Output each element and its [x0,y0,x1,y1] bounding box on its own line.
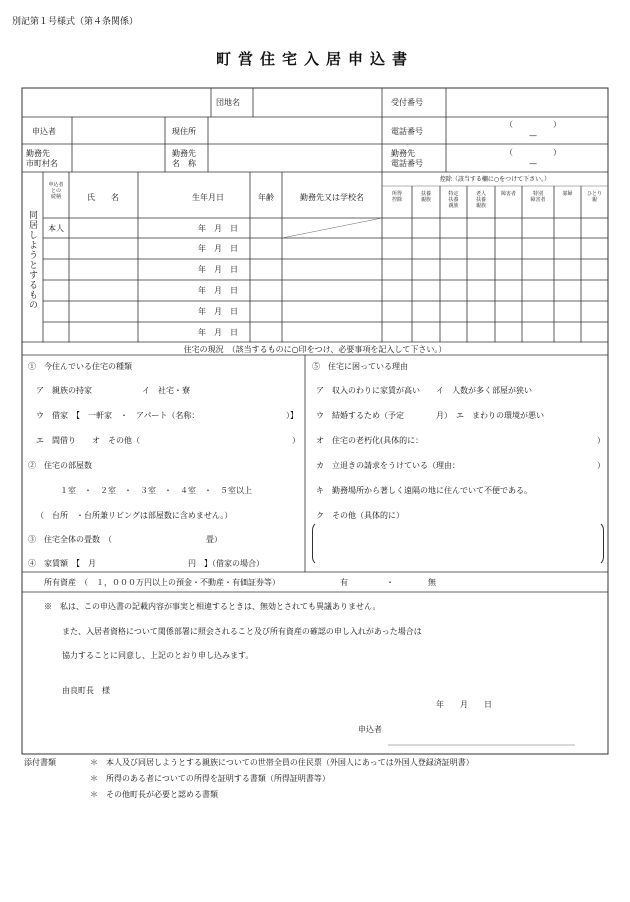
q4-title: ④ 家賃額 【 月 [28,559,96,568]
member-name-input-5[interactable] [71,325,135,340]
member-dob-2[interactable]: 年 月 日 [198,265,238,274]
members-side-label: 同居しようとするもの [27,210,37,310]
declaration-line-1: ※ 私は、この申込書の記載内容が事実と相違するときは、無効とされても異議ありません。 [44,602,381,611]
member-name-input-4[interactable] [71,304,135,319]
applicant-label: 申込者 [32,127,56,136]
workplace-city-label: 勤務先 市町村名 [26,149,58,168]
member-name-input-3[interactable] [71,283,135,298]
reason-o-end: ） [597,436,605,445]
self-relation: 本人 [48,224,64,233]
room-count-options[interactable]: １室 ・ ２室 ・ ３室 ・ ４室 ・ ５室以上 [60,486,252,495]
work-header: 勤務先又は学校名 [300,193,364,202]
q2-title: ② 住宅の部屋数 [28,461,92,470]
deduction-header: 控除（該当する欄に○をつけて下さい。） [439,176,551,183]
member-dob-5[interactable]: 年 月 日 [198,328,238,337]
deduction-col-3: 老人 扶養 親族 [475,191,487,209]
assets-no[interactable]: 無 [428,578,436,587]
current-address-input[interactable] [212,120,378,142]
deduction-col-1: 扶養 親族 [420,191,432,203]
workplace-city-input[interactable] [75,147,162,169]
q1-title: ① 今住んでいる住宅の種類 [28,362,132,371]
q1-option-i[interactable]: イ 社宅・寮 [142,386,190,395]
form-code: 別記第１号様式（第４条関係） [12,17,139,27]
member-dob-4[interactable]: 年 月 日 [198,307,238,316]
deduction-col-2: 特定 扶養 親族 [448,191,459,209]
declaration-line-2: また、入居者資格について関係部署に照会されること及び所有資産の確認の申し入れがあった場合は [62,627,422,636]
declaration-line-3: 協力することに同意し、上記のとおり申し込みます。 [62,651,254,660]
member-name-input-0[interactable] [71,221,135,236]
workplace-phone-placeholder[interactable]: （ ） — [505,148,561,168]
housing-section-header: 住宅の現況 （該当するものに○印をつけ、必要事項を記入して下さい。） [183,345,447,354]
reason-ki[interactable]: キ 勤務場所から著しく遠隔の地に住んでいて不便である。 [316,486,532,495]
attachment-item: ＊ 本人及び同居しようとする親族についての世帯全員の住民票（外国人にあっては外国人登録済証明書） [90,758,474,767]
addressee: 由良町長 様 [62,686,110,695]
complex-name-input[interactable] [256,92,378,114]
member-dob-3[interactable]: 年 月 日 [198,286,238,295]
workplace-name-label: 勤務先 名 称 [172,149,196,168]
deduction-col-6: 寡婦 [562,191,573,197]
reason-a[interactable]: ア 収入のわりに家賃が高い イ 人数が多く部屋が狭い [316,386,532,395]
deduction-col-0: 所得 控除 [391,191,403,203]
reason-o[interactable]: オ 住宅の老朽化(具体的に： [316,436,424,445]
q1-option-u-end: ）】 [286,411,298,420]
other-reason-input[interactable] [322,524,594,562]
attachment-item: ＊ その他町長が必要と認める書類 [90,790,218,799]
dob-header: 生年月日 [192,193,224,202]
workplace-phone-label: 勤務先 電話番号 [391,149,423,168]
member-name-input-2[interactable] [71,262,135,277]
reason-ka[interactable]: カ 立退きの請求をうけている（理由： [316,461,460,470]
assets-separator: ・ [386,578,394,587]
workplace-name-input[interactable] [212,147,378,169]
member-dob-0[interactable]: 年 月 日 [198,224,238,233]
applicant-name-input[interactable] [75,120,162,142]
assets-yes[interactable]: 有 [340,578,348,587]
q1-option-e-end: ） [292,436,300,445]
name-header: 氏 名 [87,193,119,202]
reason-ka-end: ） [597,461,605,470]
q1-option-u[interactable]: ウ 借家 【 一軒家 ・ アパート（名称： [36,411,200,420]
room-count-note: （ 台所 ・台所兼リビングは部屋数に含めません。） [36,511,233,520]
reason-ku[interactable]: ク その他（具体的に） [316,511,404,520]
q5-title: ⑤ 住宅に困っている理由 [312,362,408,371]
phone-placeholder[interactable]: （ ） — [505,120,561,140]
member-dob-1[interactable]: 年 月 日 [198,244,238,253]
member-name-input-1[interactable] [71,241,135,256]
deduction-col-5: 特別 障害者 [530,191,546,203]
q3-end: 畳） [206,535,222,544]
application-date[interactable]: 年 月 日 [436,700,492,709]
q3-title: ③ 住宅全体の畳数 （ [28,535,112,544]
q1-option-e[interactable]: エ 間借り オ その他（ [36,436,140,445]
current-address-label: 現住所 [172,127,196,136]
phone-label: 電話番号 [391,127,423,136]
receipt-no-input[interactable] [450,92,604,114]
assets-label: 所有資産 （ １，０００万円以上の預金・不動産・有価証券等） [44,578,280,587]
q1-option-a[interactable]: ア 親族の持家 [36,386,92,395]
q4-end: 円 】（借家の場合） [188,559,264,568]
complex-name-label: 団地名 [216,98,240,107]
deduction-col-7: ひとり 親 [586,191,603,203]
reason-u[interactable]: ウ 結婚するため（予定 月） エ まわりの環境が悪い [316,411,544,420]
deduction-col-4: 障害者 [500,191,517,197]
applicant-sign-label: 申込者 [358,725,382,734]
attachments-label: 添付書類 [24,758,56,767]
age-header: 年齢 [258,193,274,202]
applicant-sign-input[interactable] [390,730,574,744]
rel-header: 申込者 との 続柄 [48,182,64,200]
page-title: 町営住宅入居申込書 [215,50,415,68]
attachment-item: ＊ 所得のある者についての所得を証明する書類（所得証明書等） [90,774,330,783]
receipt-no-label: 受付番号 [391,98,423,107]
